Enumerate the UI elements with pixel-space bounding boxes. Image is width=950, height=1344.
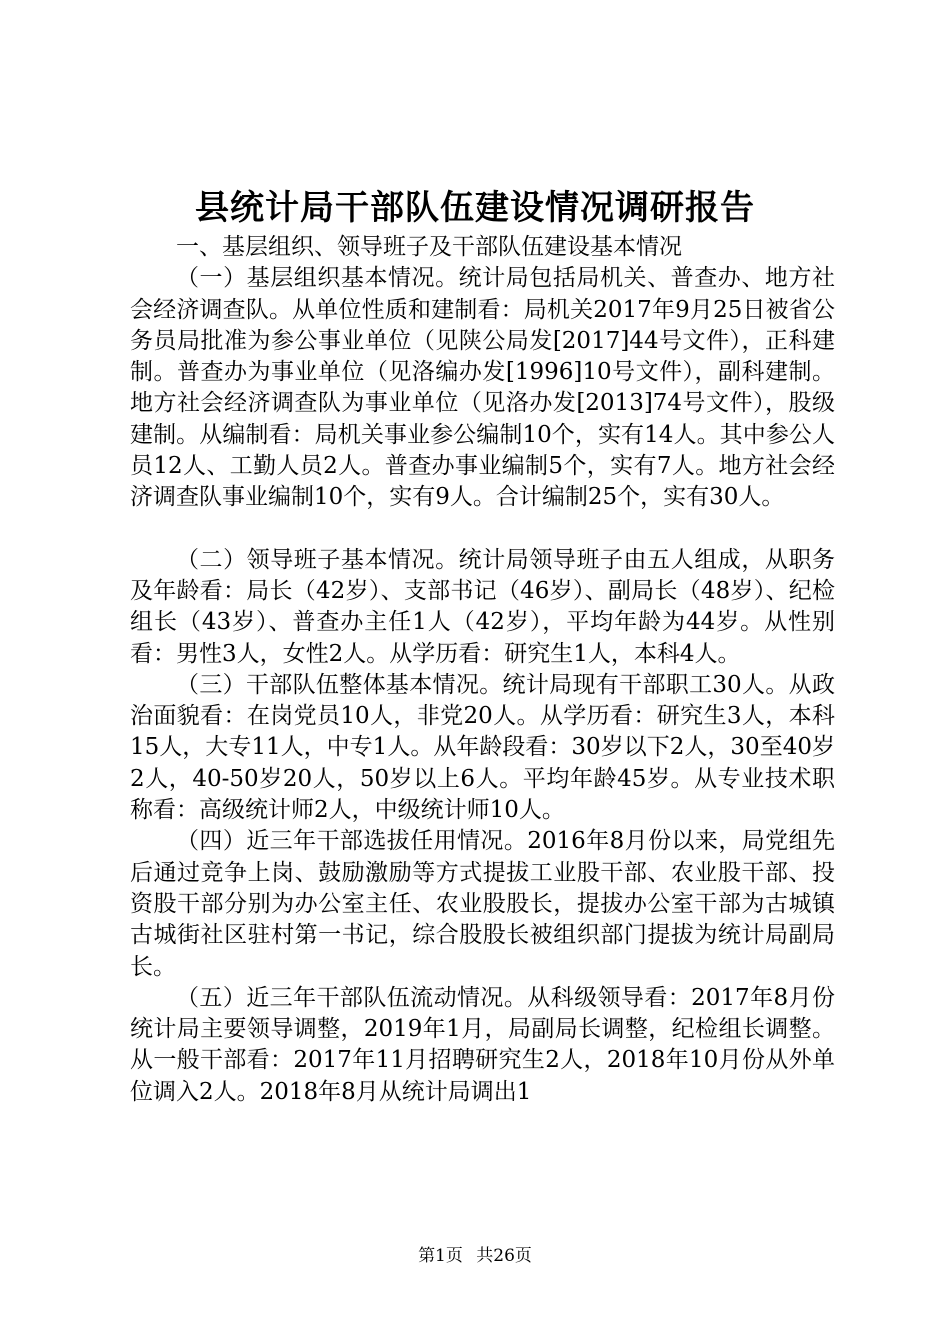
- document-body: [130, 232, 835, 1108]
- paragraph-cadre-overview: （三）干部队伍整体基本情况。统计局现有干部职工30人。从政治面貌看：在岗党员10人，非党20人。从学历看：研究生3人，本科15人，大专11人，中专1人。从年龄段看：30岁以下2人，30至40岁2人，40-50岁20人，50岁以上6人。平均年龄45岁。从专业技术职称看：高级统计师2人，中级统计师10人。: [130, 671, 835, 824]
- paragraph-leadership: （二）领导班子基本情况。统计局领导班子由五人组成，从职务及年龄看：局长（42岁）、支部书记（46岁）、副局长（48岁）、纪检组长（43岁）、普查办主任1人（42岁），平均年龄为44岁。从性别看：男性3人，女性2人。从学历看：研究生1人，本科4人。: [130, 546, 835, 667]
- page-footer: [0, 1244, 950, 1268]
- section-heading: 一、基层组织、领导班子及干部队伍建设基本情况: [176, 234, 682, 260]
- paragraph-spacer: [130, 514, 835, 545]
- paragraph-promotion: （四）近三年干部选拔任用情况。2016年8月份以来，局党组先后通过竞争上岗、鼓励激励等方式提拔工业股干部、农业股干部、投资股干部分别为办公室主任、农业股股长，提拔办公室干部为古城镇古城街社区驻村第一书记，综合股股长被组织部门提拔为统计局副局长。: [130, 828, 835, 980]
- page-number: 第1页: [418, 1246, 463, 1266]
- document-title: 县统计局干部队伍建设情况调研报告: [195, 188, 755, 228]
- page-total: 共26页: [476, 1246, 532, 1266]
- paragraph-basic-organization: （一）基层组织基本情况。统计局包括局机关、普查办、地方社会经济调查队。从单位性质和建制看：局机关2017年9月25日被省公务员局批准为参公事业单位（见陕公局发[2017]44号文件），正科建制。普查办为事业单位（见洛编办发[1996]10号文件），副科建制。地方社会经济调查队为事业单位（见洛办发[2013]74号文件），股级建制。从编制看：局机关事业参公编制10个，实有14人。其中参公人员12人、工勤人员2人。普查办事业编制5个，实有7人。地方社会经济调查队事业编制10个，实有9人。合计编制25个，实有30人。: [130, 265, 835, 511]
- paragraph-mobility: （五）近三年干部队伍流动情况。从科级领导看：2017年8月份统计局主要领导调整，2019年1月，局副局长调整，纪检组长调整。从一般干部看：2017年11月招聘研究生2人，2018年10月份从外单位调入2人。2018年8月从统计局调出1: [130, 984, 835, 1105]
